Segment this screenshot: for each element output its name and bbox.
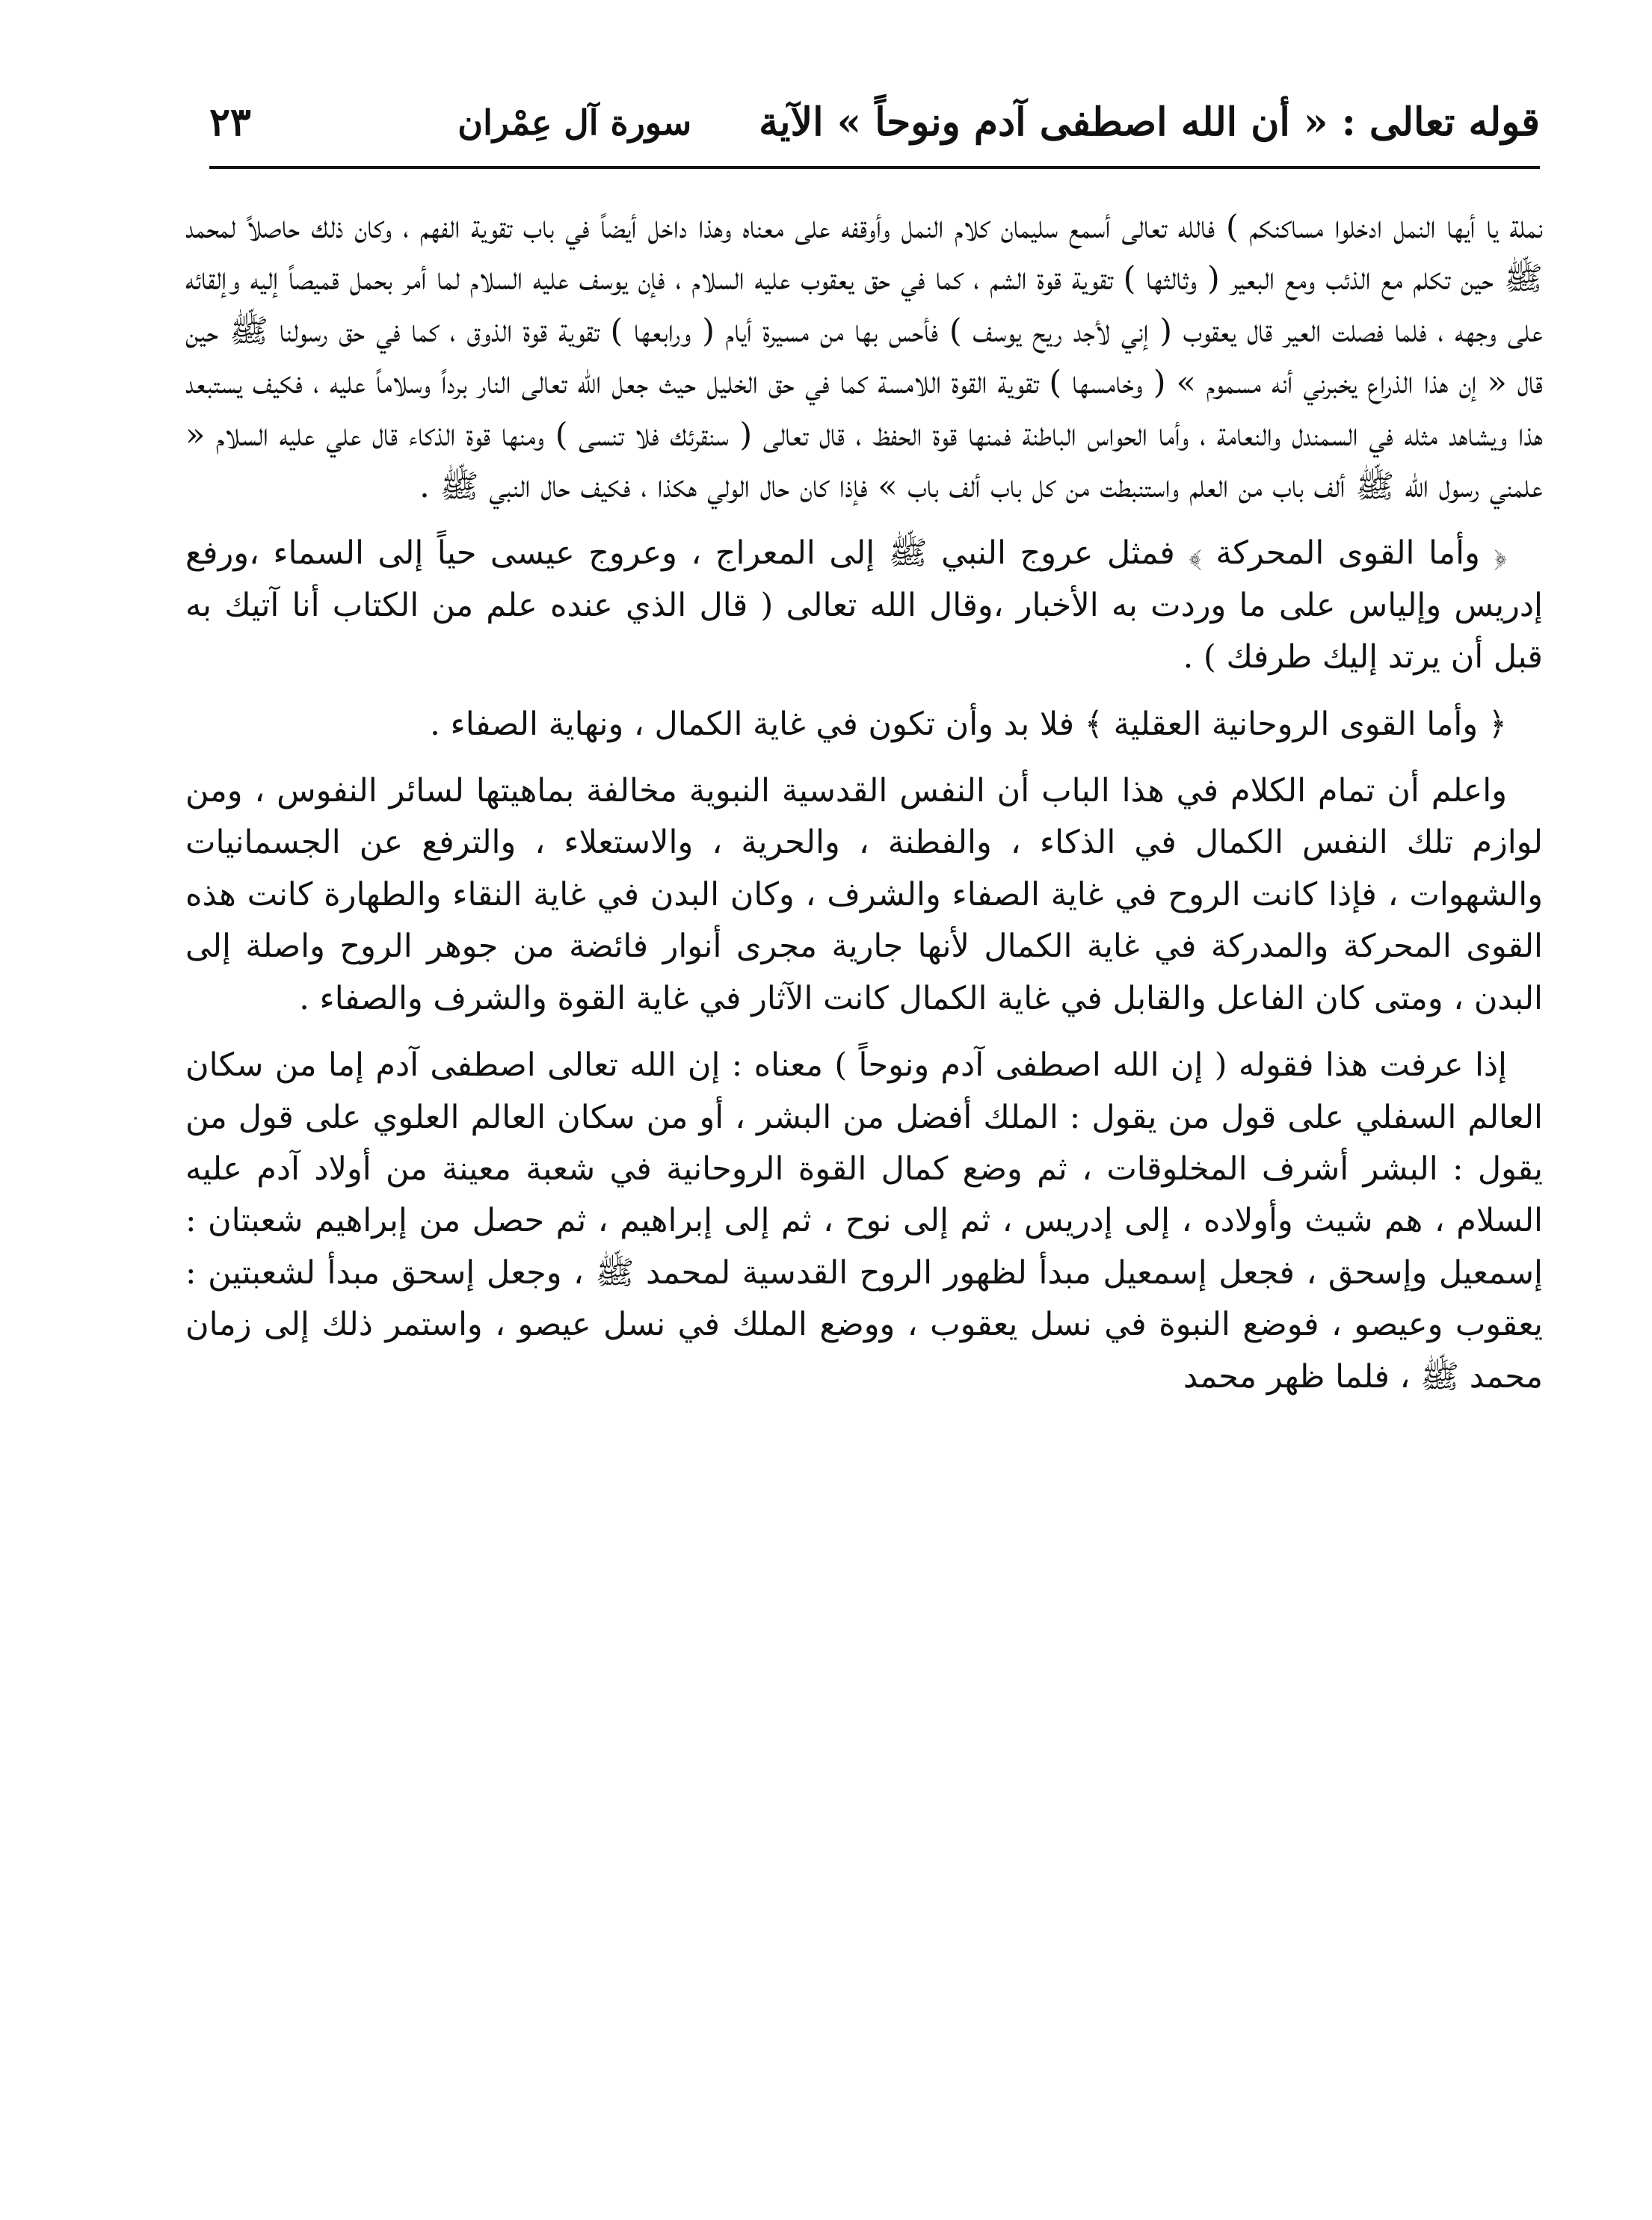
surah-name: سورة آل عِمْران — [457, 102, 692, 143]
paragraph-2: ﴿ وأما القوى المحركة ﴾ فمثل عروج النبي ﷺ إلى المعراج ، وعروج عيسى حياً إلى السماء ،ورفع إدريس وإلياس على ما وردت به الأخبار ،وقال الله تعالى ( قال الذي عنده علم من الكتاب أنا آتيك به قبل أن يرتد إليك طرفك ) . — [185, 534, 1543, 676]
running-title: قوله تعالى : « أن الله اصطفى آدم ونوحاً » الآية — [759, 99, 1540, 145]
paragraph-3: ﴿ وأما القوى الروحانية العقلية ﴾ فلا بد وأن تكون في غاية الكمال ، ونهاية الصفاء . — [430, 705, 1507, 743]
paragraph-4: واعلم أن تمام الكلام في هذا الباب أن النفس القدسية النبوية مخالفة بماهيتها لسائر النفوس ، ومن لوازم تلك النفس الكمال في الذكاء ، والفطنة ، والحرية ، والاستعلاء ، والترفع عن الجسمانيات والشهوات ، فإذا كانت الروح في غاية الصفاء والشرف ، وكان البدن في غاية النقاء والطهارة كانت هذه القوى المحركة والمدركة في غاية الكمال لأنها جارية مجرى أنوار فائضة من جوهر الروح واصلة إلى البدن ، ومتى كان الفاعل والقابل في غاية الكمال كانت الآثار في غاية القوة والشرف والصفاء . — [185, 772, 1543, 1017]
page-number: ٢٣ — [209, 99, 251, 145]
paragraph-5: إذا عرفت هذا فقوله ( إن الله اصطفى آدم ونوحاً ) معناه : إن الله تعالى اصطفى آدم إما من سكان العالم السفلي على قول من يقول : الملك أفضل من البشر ، أو من سكان العالم العلوي على قول من يقول : البشر أشرف المخلوقات ، ثم وضع كمال القوة الروحانية في شعبة معينة من أولاد آدم عليه السلام ، هم شيث وأولاده ، إلى إدريس ، ثم إلى نوح ، ثم إلى إبراهيم ، ثم حصل من إبراهيم شعبتان : إسمعيل وإسحق ، فجعل إسمعيل مبدأ لظهور الروح القدسية لمحمد ﷺ ، وجعل إسحق مبدأ لشعبتين : يعقوب وعيصو ، فوضع النبوة في نسل يعقوب ، ووضع الملك في نسل عيصو ، واستمر ذلك إلى زمان محمد ﷺ ، فلما ظهر محمد — [185, 1046, 1543, 1396]
header-rule — [209, 166, 1540, 169]
paragraph-1: نملة يا أيها النمل ادخلوا مساكنكم ) فالله تعالى أسمع سليمان كلام النمل وأوقفه على معناه وهذا داخل أيضاً في باب تقوية الفهم ، وكان ذلك حاصلاً لمحمد ﷺ حين تكلم مع الذئب ومع البعير ( وثالثها ) تقوية قوة الشم ، كما في حق يعقوب عليه السلام ، فإن يوسف عليه السلام لما أمر بحمل قميصاً إليه وإلقائه على وجهه ، فلما فصلت العير قال يعقوب ( إني لأجد ريح يوسف ) فأحس بها من مسيرة أيام ( ورابعها ) تقوية قوة الذوق ، كما في حق رسولنا ﷺ حين قال « إن هذا الذراع يخبرني أنه مسموم » ( وخامسها ) تقوية القوة اللامسة كما في حق الخليل حيث جعل الله تعالى النار برداً وسلاماً عليه ، فكيف يستبعد هذا ويشاهد مثله في السمندل والنعامة ، وأما الحواس الباطنة فمنها قوة الحفظ ، قال تعالى ( سنقرئك فلا تنسى ) ومنها قوة الذكاء قال علي عليه السلام « علمني رسول الله ﷺ ألف باب من العلم واستنبطت من كل باب ألف باب » فإذا كان حال الولي هكذا ، فكيف حال النبي ﷺ . — [185, 209, 1543, 506]
body-text — [185, 202, 1543, 1403]
page-header — [209, 88, 1540, 157]
